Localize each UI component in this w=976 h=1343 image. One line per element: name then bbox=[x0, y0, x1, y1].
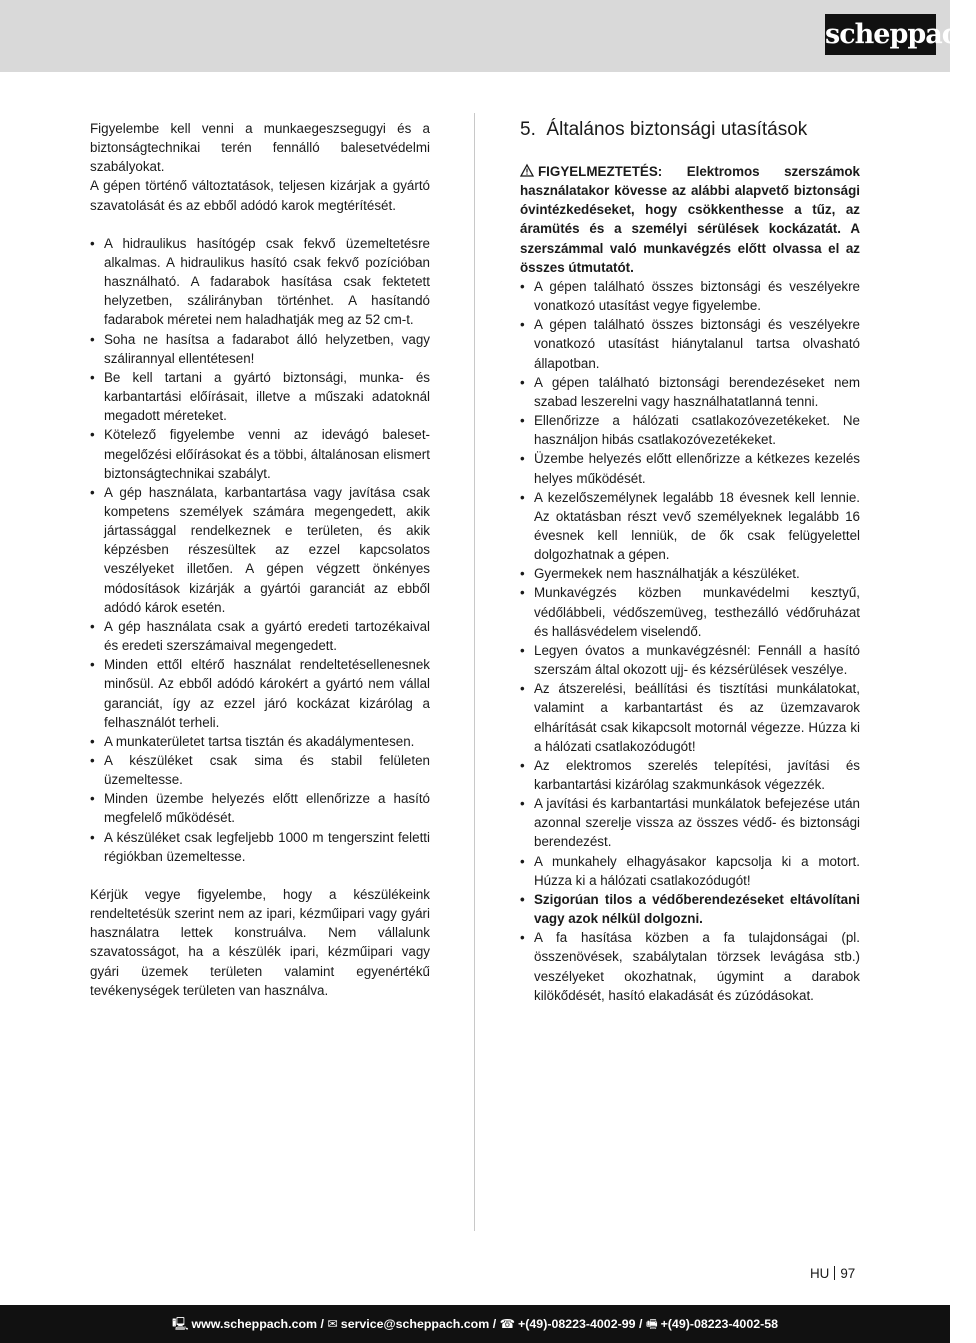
bullet-item bbox=[90, 732, 430, 751]
bullet-text: A gépen található összes biztonsági és veszélyekre vonatkozó utasítást vegye figyelembe. bbox=[534, 278, 860, 314]
footer-bar bbox=[0, 1305, 950, 1343]
bullet-text: Legyen óvatos a munkavégzésnél: Fennáll a hasító szerszám által okozott ujj- és kézsérülések veszélye. bbox=[534, 642, 860, 678]
bullet-text: Gyermekek nem használhatják a készüléket. bbox=[534, 566, 800, 582]
bullet-item bbox=[90, 655, 430, 732]
bullet-text: A gépen található biztonsági berendezéseket nem szabad leszerelni vagy használhatatlanná tenni. bbox=[534, 374, 860, 409]
bullet-item bbox=[90, 751, 430, 789]
bullet-marker: • bbox=[520, 413, 525, 429]
bullet-item bbox=[520, 488, 860, 565]
bullet-marker: • bbox=[520, 278, 525, 294]
bullet-marker: • bbox=[90, 427, 95, 443]
bullet-text: Az átszerelési, beállítási és tisztítási munkálatokat, valamint a karbantartást és az üzemzavarok elhárítását csak kikapcsolt motornál végezze. Húzza ki a hálózati csatlakozódugót! bbox=[534, 681, 860, 754]
bullet-marker: • bbox=[520, 317, 525, 333]
bullet-text: A gépen található összes biztonsági és veszélyekre vonatkozó utasítást hiánytalanul tartsa olvasható állapotban. bbox=[534, 317, 860, 371]
bullet-item bbox=[520, 641, 860, 679]
computer-icon: 🖳 bbox=[171, 1317, 189, 1331]
bullet-marker: • bbox=[90, 657, 95, 673]
bullet-text: A készüléket csak sima és stabil felületen üzemeltesse. bbox=[104, 753, 430, 788]
intro-paragraph-2: A gépen történő változtatások, teljesen kizárjak a gyártó szavatolását és az ebből adódó karok megtérítését. bbox=[90, 178, 430, 213]
warning-text: FIGYELMEZTETÉS: Elektromos szerszámok használatakor kövesse az alábbi alapvető biztonsági óvintézkedéseket, hogy csökkenthesse a tűz, az áramütés és a személyi sérülések kockázatát. A szerszámmal való munkavégzés előtt olvassa el az összes útmutatót. bbox=[520, 164, 860, 275]
page-language: HU bbox=[810, 1266, 830, 1281]
bullet-text: Be kell tartani a gyártó biztonsági, munka- és karbantartási előírásait, illetve a műszaki adatoknál megadott méreteket. bbox=[104, 369, 430, 424]
bullet-text: A munkaterületet tartsa tisztán és akadálymentesen. bbox=[104, 733, 415, 749]
bullet-item bbox=[520, 315, 860, 372]
bullet-item bbox=[520, 411, 860, 449]
bullet-text: A hidraulikus hasítógép csak fekvő üzemeltetésre alkalmas. A hidraulikus hasító csak fekvő pozícióban használható. A fadarabok hasítása csak fektetett helyzetben, szálirányban történhet. A hasítandó fadarabok méretei nem haladhatják meg az 52 cm-t. bbox=[104, 235, 430, 328]
bullet-text: Munkavégzés közben munkavédelmi kesztyű, védőlábbeli, védőszemüveg, testhezálló védőruházat és hallásvédelem viselendő. bbox=[534, 585, 860, 639]
bullet-marker: • bbox=[90, 791, 95, 807]
footer-email[interactable]: service@scheppach.com bbox=[340, 1317, 490, 1331]
scheppach-logo: scheppach bbox=[825, 14, 936, 55]
bullet-item bbox=[90, 828, 430, 866]
bullet-item bbox=[90, 425, 430, 482]
bullet-item bbox=[520, 928, 860, 1005]
bullet-marker: • bbox=[520, 891, 525, 907]
bullet-text: Kötelező figyelembe venni az idevágó baleset-megelőzési előírásokat és a többi, általánosan elismert biztonságtechnikai szabályt. bbox=[104, 427, 430, 481]
bullet-marker: • bbox=[90, 369, 95, 385]
bullet-item bbox=[520, 852, 860, 890]
bullet-item bbox=[520, 449, 860, 487]
bullet-marker: • bbox=[90, 753, 95, 768]
bullet-item bbox=[520, 373, 860, 411]
warning-paragraph bbox=[520, 162, 860, 277]
bullet-marker: • bbox=[520, 585, 525, 601]
bullet-item bbox=[90, 330, 430, 368]
footer-fax: +(49)-08223-4002-58 bbox=[660, 1317, 779, 1331]
bullet-text: Soha ne hasítsa a fadarabot álló helyzetben, vagy szálirannyal ellentétesen! bbox=[104, 331, 430, 366]
bullet-text: A javítási és karbantartási munkálatok befejezése után azonnal szerelje vissza az összes védő- és biztonsági berendezést. bbox=[534, 796, 860, 850]
section-title: Általános biztonsági utasítások bbox=[546, 119, 808, 140]
bullet-text: A munkahely elhagyásakor kapcsolja ki a motort. Húzza ki a hálózati csatlakozódugót! bbox=[534, 853, 860, 888]
right-bullet-list bbox=[520, 277, 860, 1005]
section-number: 5. bbox=[520, 119, 536, 140]
bullet-item bbox=[520, 583, 860, 640]
page-number-value: 97 bbox=[840, 1266, 856, 1281]
page-number-separator bbox=[834, 1266, 835, 1280]
bullet-text: A fa hasítása közben a fa tulajdonságai (pl. összenövések, szabálytalan törzsek levágása stb.) veszélyeket okozhatnak, úgymint a darabok kilökődését, hasító elakadását és zúzódásokat. bbox=[534, 930, 860, 1003]
bullet-text: Az elektromos szerelés telepítési, javítási és karbantartási kizárólag szakmunkások végezzék. bbox=[534, 757, 860, 792]
bullet-text: Minden üzembe helyezés előtt ellenőrizze a hasító megfelelő működését. bbox=[104, 791, 430, 826]
page-number bbox=[810, 1266, 855, 1281]
bullet-marker: • bbox=[520, 489, 525, 505]
bullet-marker: • bbox=[520, 451, 525, 467]
bullet-text: A kezelőszemélynek legalább 18 évesnek kell lennie. Az oktatásban részt vevő személyeknek legalább 16 évesnek kell lenniük, de ők csak felügyelettel dolgozhatnak a gépen. bbox=[534, 489, 860, 563]
bullet-text: A gép használata csak a gyártó eredeti tartozékaival és eredeti szerszámaival megengedett. bbox=[104, 618, 430, 654]
bullet-marker: • bbox=[90, 484, 95, 500]
bullet-item bbox=[520, 890, 860, 928]
left-column bbox=[90, 119, 430, 1000]
bullet-text: Ellenőrizze a hálózati csatlakozóvezetékeket. Ne használjon hibás csatlakozóvezetékeket. bbox=[534, 413, 860, 448]
bullet-item bbox=[90, 617, 430, 655]
bullet-text: Minden ettől eltérő használat rendeltetésellenesnek minősül. Az ebből adódó károkért a gyártó nem vállal garanciát, így az ezzel járó kockázat kizárólag a felhasználót terheli. bbox=[104, 657, 430, 730]
column-divider bbox=[474, 113, 475, 1231]
bullet-marker: • bbox=[90, 829, 95, 845]
bullet-marker: • bbox=[520, 374, 525, 390]
bullet-marker: • bbox=[520, 853, 525, 869]
closing-paragraph: Kérjük vegye figyelembe, hogy a készülékeink rendeltetésük szerint nem az ipari, kézműipari vagy gyári használatra lettek konstruálva. Nem vállalunk szavatosságot, ha a készülék ipari, kézműipari vagy gyári üzemek területen valamint egyenértékű tevékenységek területen van használva. bbox=[90, 886, 430, 998]
footer-separator: / bbox=[320, 1317, 324, 1331]
section-heading bbox=[520, 119, 860, 141]
bullet-item bbox=[90, 234, 430, 330]
bullet-text: Üzembe helyezés előtt ellenőrizze a kétkezes kezelés helyes működését. bbox=[534, 451, 860, 486]
footer-phone: +(49)-08223-4002-99 bbox=[518, 1317, 636, 1331]
bullet-item bbox=[90, 483, 430, 617]
footer-website[interactable]: www.scheppach.com bbox=[191, 1317, 318, 1331]
bullet-marker: • bbox=[90, 331, 95, 347]
bullet-marker: • bbox=[520, 930, 525, 946]
bullet-marker: • bbox=[520, 566, 525, 582]
telephone-icon: ☎ bbox=[499, 1317, 516, 1331]
bullet-item bbox=[90, 368, 430, 425]
warning-triangle-icon bbox=[520, 164, 534, 177]
intro-paragraph-1: Figyelembe kell venni a munkaegeszsegugyi és a biztonságtechnikai terén fennálló balesetvédelmi szabályokat. bbox=[90, 121, 430, 175]
mail-icon: ✉ bbox=[327, 1317, 338, 1331]
bullet-text: A gép használata, karbantartása vagy javítása csak kompetens személyek számára megengedett, akik jártassággal rendelkeznek e területen, és akik képzésben részesültek az ezzel kapcsolatos veszélyeket illetően. A gépen végzett önkényes módosítások kizárják a gyártói garanciát az ebből adódó károk esetén. bbox=[104, 484, 430, 615]
bullet-item bbox=[520, 564, 860, 583]
bullet-item bbox=[90, 789, 430, 827]
bullet-marker: • bbox=[90, 235, 95, 251]
fax-icon: 🖷 bbox=[645, 1317, 658, 1331]
left-bullet-list bbox=[90, 234, 430, 866]
right-column bbox=[520, 119, 860, 1005]
bullet-item bbox=[520, 277, 860, 315]
bullet-text: Szigorúan tilos a védőberendezéseket eltávolítani vagy azok nélkül dolgozni. bbox=[534, 891, 860, 927]
bullet-marker: • bbox=[520, 681, 525, 697]
bullet-item bbox=[520, 794, 860, 851]
bullet-text: A készüléket csak legfeljebb 1000 m tengerszint feletti régiókban üzemeltesse. bbox=[104, 829, 430, 864]
header-bar bbox=[0, 0, 976, 72]
bullet-marker: • bbox=[520, 796, 525, 812]
footer-separator: / bbox=[492, 1317, 497, 1331]
bullet-marker: • bbox=[520, 757, 525, 773]
bullet-marker: • bbox=[520, 642, 525, 658]
bullet-marker: • bbox=[90, 733, 95, 749]
footer-separator: / bbox=[638, 1317, 643, 1331]
bullet-item bbox=[520, 679, 860, 756]
bullet-item bbox=[520, 756, 860, 794]
bullet-marker: • bbox=[90, 618, 95, 634]
